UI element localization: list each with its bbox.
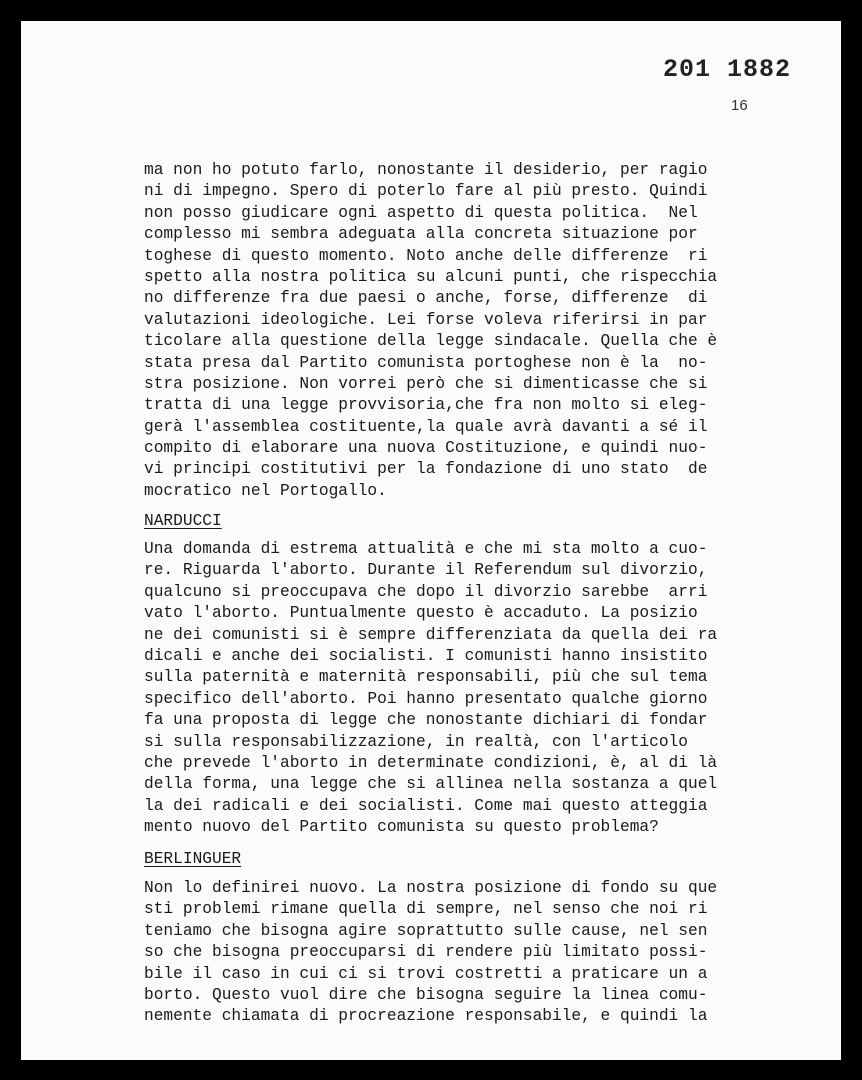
text-line: si sulla responsabilizzazione, in realtà, con l'articolo [144, 732, 688, 751]
text-line: ticolare alla questione della legge sindacale. Quella che è [144, 332, 718, 351]
text-line: stata presa dal Partito comunista portoghese non è la no- [144, 353, 708, 372]
text-line: fa una proposta di legge che nonostante dichiari di fondar [144, 711, 708, 730]
paragraph-answer-abortion [144, 878, 804, 1028]
text-line: re. Riguarda l'aborto. Durante il Referendum sul divorzio, [144, 561, 708, 580]
text-line: borto. Questo vuol dire che bisogna seguire la linea comu- [144, 985, 708, 1004]
text-line: dicali e anche dei socialisti. I comunisti hanno insistito [144, 646, 708, 665]
paragraph-question-abortion [144, 539, 804, 838]
text-line: nemente chiamata di procreazione responsabile, e quindi la [144, 1007, 708, 1026]
text-line: mocratico nel Portogallo. [144, 481, 387, 500]
text-line: la dei radicali e dei socialisti. Come mai questo atteggia [144, 796, 708, 815]
text-line: sti problemi rimane quella di sempre, nel senso che noi ri [144, 900, 708, 919]
text-line: ne dei comunisti si è sempre differenziata da quella dei ra [144, 625, 718, 644]
text-line: teniamo che bisogna agire soprattutto sulle cause, nel sen [144, 921, 708, 940]
speaker-heading-narducci: NARDUCCI [144, 512, 222, 530]
text-line: valutazioni ideologiche. Lei forse voleva riferirsi in par [144, 310, 708, 329]
text-line: so che bisogna preoccuparsi di rendere più limitato possi- [144, 943, 708, 962]
text-line: bile il caso in cui ci si trovi costretti a praticare un a [144, 964, 708, 983]
text-line: non posso giudicare ogni aspetto di questa politica. Nel [144, 203, 698, 222]
text-line: specifico dell'aborto. Poi hanno presentato qualche giorno [144, 689, 708, 708]
text-line: no differenze fra due paesi o anche, forse, differenze di [144, 289, 708, 308]
speaker-heading-berlinguer: BERLINGUER [144, 850, 242, 868]
text-line: vato l'aborto. Puntualmente questo è accaduto. La posizio [144, 604, 698, 623]
text-line: toghese di questo momento. Noto anche delle differenze ri [144, 246, 708, 265]
text-line: tratta di una legge provvisoria,che fra non molto si eleg- [144, 396, 708, 415]
text-line: ma non ho potuto farlo, nonostante il desiderio, per ragio [144, 161, 708, 179]
text-line: stra posizione. Non vorrei però che si dimenticasse che si [144, 374, 708, 393]
text-line: che prevede l'aborto in determinate condizioni, è, al di là [144, 753, 718, 772]
text-line: della forma, una legge che si allinea nella sostanza a quel [144, 775, 718, 794]
text-line: spetto alla nostra politica su alcuni punti, che rispecchia [144, 267, 718, 286]
text-line: ni di impegno. Spero di poterlo fare al più presto. Quindi [144, 182, 708, 201]
text-line: Non lo definirei nuovo. La nostra posizione di fondo su que [144, 879, 718, 897]
text-line: Una domanda di estrema attualità e che mi sta molto a cuo- [144, 540, 708, 558]
text-line: compito di elaborare una nuova Costituzione, e quindi nuo- [144, 439, 708, 458]
text-line: gerà l'assemblea costituente,la quale avrà davanti a sé il [144, 417, 708, 436]
text-line: vi principi costitutivi per la fondazione di uno stato de [144, 460, 708, 479]
text-line: complesso mi sembra adeguata alla concreta situazione por [144, 225, 698, 244]
paragraph-answer-portugal [144, 160, 804, 502]
document-page [21, 21, 841, 1060]
page-number: 16 [731, 97, 748, 114]
text-line: sulla paternità e maternità responsabili, più che sul tema [144, 668, 708, 687]
text-line: qualcuno si preoccupava che dopo il divorzio sarebbe arri [144, 582, 708, 601]
text-line: mento nuovo del Partito comunista su questo problema? [144, 818, 659, 837]
archive-number: 201 1882 [663, 55, 792, 84]
